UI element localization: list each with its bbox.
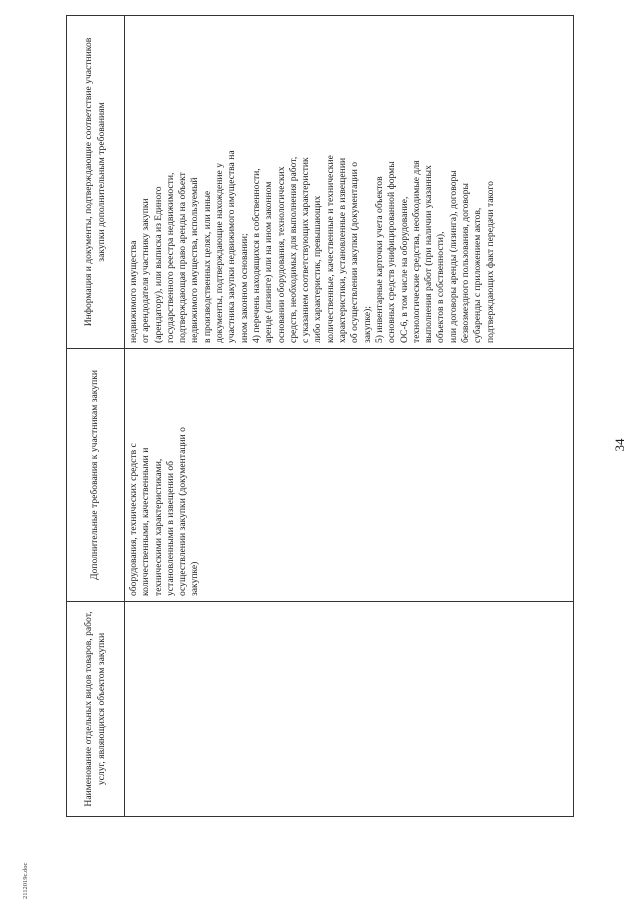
text-line: аренде (лизинге) или на ином законном xyxy=(263,181,275,343)
text-line: недвижимого имущества, используемый xyxy=(189,177,201,343)
page-number: 34 xyxy=(612,438,627,452)
text-line: ином законном основании; xyxy=(238,233,250,343)
text-line: характеристики, установленные в извещении xyxy=(337,157,349,343)
text-line: осуществлении закупки (документации о xyxy=(177,427,189,596)
header-confirming-documents: Информация и документы, подтверждающие соответствие участников закупки дополнительным требованиям xyxy=(67,16,125,349)
text-line: об осуществлении закупки (документации о xyxy=(349,161,361,343)
text-line: основных средств унифицированной формы xyxy=(386,161,398,343)
text-line: безвозмездного пользования, договоры xyxy=(460,183,472,343)
text-line: технологические средства, необходимые для xyxy=(410,160,422,343)
text-line: основании оборудования, технологических xyxy=(275,166,287,343)
cell-confirming-documents xyxy=(125,16,574,349)
requirements-table xyxy=(66,15,574,817)
text-line: количественные, качественные и технические xyxy=(324,155,336,343)
text-line: 4) перечень находящихся в собственности, xyxy=(250,168,262,343)
header-additional-requirements: Дополнительные требования к участникам закупки xyxy=(67,349,125,602)
text-line: субаренды с приложением актов, xyxy=(472,207,484,343)
table-body-row xyxy=(125,16,574,817)
text-line: средств, необходимых для выполнения работ, xyxy=(287,156,299,343)
text-line: оборудования, технических средств с xyxy=(128,443,139,596)
text-line: закупке); xyxy=(361,305,373,343)
text-line: выполнения работ (при наличии указанных xyxy=(423,165,435,343)
text-line: с указанием соответствующих характеристик xyxy=(300,157,312,343)
text-line: недвижимого имущества xyxy=(128,240,139,343)
cell-additional-requirements xyxy=(125,349,574,602)
text-line: количественными, качественными и xyxy=(140,447,152,596)
text-line: ОС-6, в том числе на оборудование, xyxy=(398,196,410,343)
header-goods-name: Наименование отдельных видов товаров, работ, услуг, являющихся объектом закупки xyxy=(67,602,125,817)
text-line: государственного реестра недвижимости, xyxy=(164,172,176,343)
text-line: либо характеристик, превышающих xyxy=(312,195,324,343)
text-line: от арендодателя участнику закупки xyxy=(140,198,152,343)
text-line: (арендатору), или выписка из Единого xyxy=(152,186,164,343)
text-line: подтверждающих факт передачи такого xyxy=(484,181,496,343)
text-line: 5) инвентарные карточки учета объектов xyxy=(373,176,385,343)
text-line: или договоры аренды (лизинга), договоры xyxy=(447,170,459,343)
text-line: установленными в извещении об xyxy=(164,460,176,596)
table-header-row xyxy=(67,16,125,817)
text-line: закупке) xyxy=(189,561,201,596)
text-line: участника закупки недвижимого имущества на xyxy=(226,150,238,343)
text-line: техническими характеристиками, xyxy=(152,458,164,596)
text-line: объектов в собственности), xyxy=(435,231,447,343)
cell-goods-name xyxy=(125,602,574,817)
footer-filename: 2112019с.doc xyxy=(22,862,29,899)
text-line: подтверждающая право аренды на объект xyxy=(177,172,189,343)
text-line: в производственных целях, или иные xyxy=(201,190,213,343)
text-line: документы, подтверждающие нахождение у xyxy=(214,162,226,343)
